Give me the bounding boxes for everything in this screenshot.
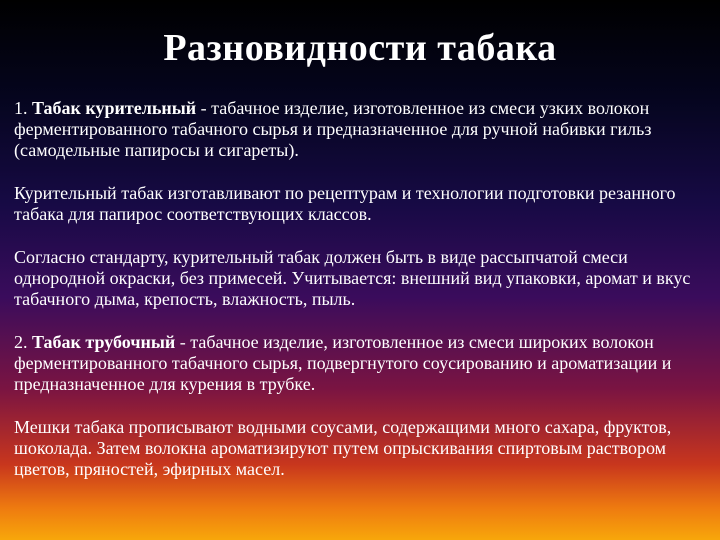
- paragraph-smoking-tobacco: [14, 98, 714, 161]
- term-pipe-tobacco: Табак трубочный: [32, 332, 176, 352]
- paragraph-text: Курительный табак изготавливают по рецептурам и технологии подготовки резанного табака для папирос соответствующих классов.: [14, 183, 676, 224]
- paragraph-text: Согласно стандарту, курительный табак должен быть в виде рассыпчатой смеси однородной окраски, без примесей. Учитывается: внешний вид упаковки, аромат и вкус табачного дыма, крепость, влажность, пыль.: [14, 247, 691, 309]
- paragraph-standard: [14, 247, 714, 310]
- definition-text: - табачное изделие, изготовленное из смеси узких волокон ферментированного табачного сырья и предназначенное для ручной набивки гильз (самодельные папиросы и сигареты).: [14, 98, 652, 160]
- slide-title: Разновидности табака: [163, 27, 557, 69]
- slide-body: [14, 98, 714, 480]
- list-number: 2.: [14, 332, 32, 352]
- paragraph-manufacturing: [14, 183, 714, 225]
- term-smoking-tobacco: Табак курительный: [32, 98, 197, 118]
- paragraph-flavoring: [14, 417, 714, 480]
- paragraph-pipe-tobacco: [14, 332, 714, 395]
- paragraph-text: Мешки табака прописывают водными соусами, содержащими много сахара, фруктов, шоколада. Затем волокна ароматизируют путем опрыскивания спиртовым раствором цветов, пряностей, эфирных масел.: [14, 417, 672, 479]
- list-number: 1.: [14, 98, 32, 118]
- definition-text: - табачное изделие, изготовленное из смеси широких волокон ферментированного табачного сырья, подвергнутого соусированию и ароматизации и предназначенное для курения в трубке.: [14, 332, 672, 394]
